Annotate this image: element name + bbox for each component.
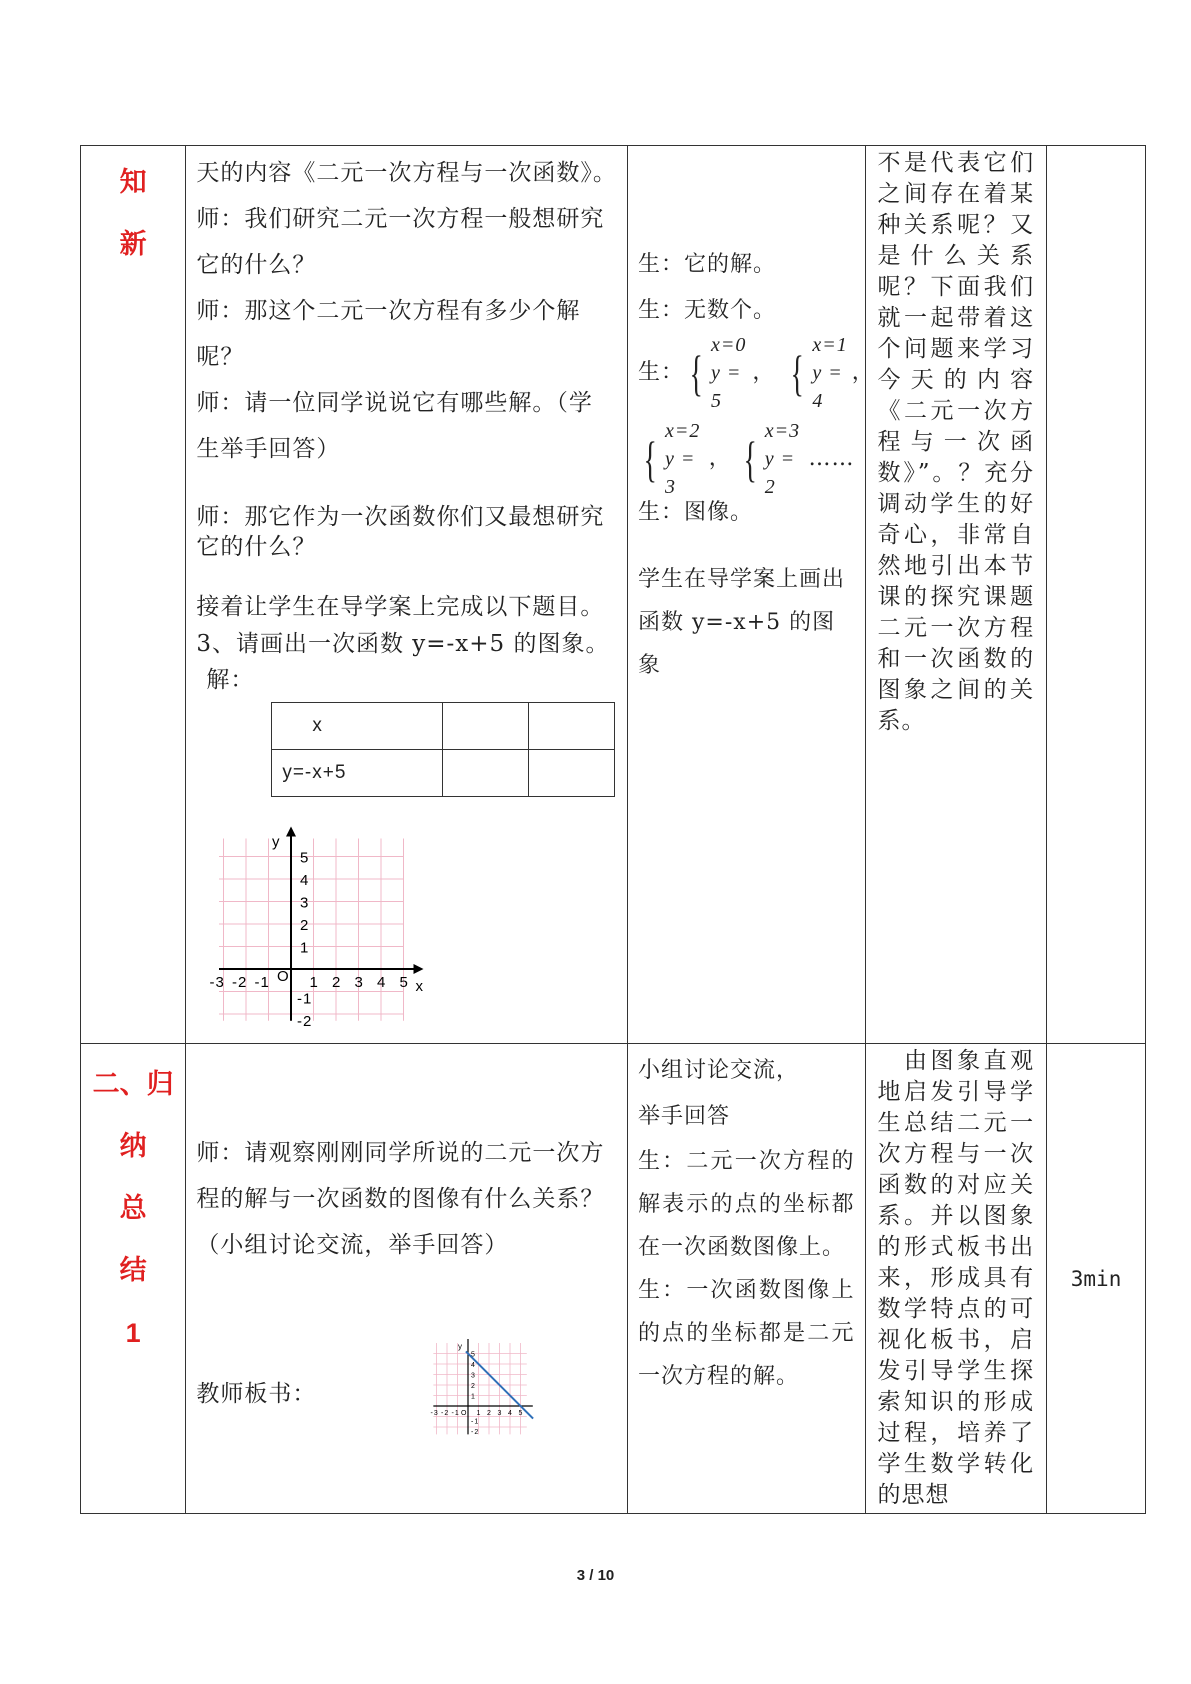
y-tick-label: -1 [297,990,313,1008]
text-line: 呢？ [196,344,245,370]
equation-system: { x=1 y = 4 [791,334,848,412]
y-axis-arrow [286,827,296,837]
coordinate-grid [209,819,451,1039]
x-tick-label: -1 [451,1410,461,1417]
x-tick-label: -2 [441,1410,450,1417]
time-cell-2: 3min [1047,1044,1146,1514]
x-tick-label: O [461,1410,468,1417]
x-axis-arrow [414,964,424,974]
value-table-cell [443,703,529,750]
y-tick-label: 3 [471,1372,477,1380]
student-answer: 生：图像。 [638,500,754,525]
board-area [196,1268,617,1438]
separator: ， [752,360,776,385]
text-line: 它的什么？ [196,534,317,560]
text-line: 师：请一位同学说说它有哪些解。（学 [196,390,593,416]
separator: ， [708,446,732,471]
stage-char: 总 [119,1193,147,1224]
answer-label: 解： [206,667,255,693]
text-line: 师：我们研究二元一次方程一般想研究 [196,206,605,232]
student-answer: 生：它的解。 [638,252,777,277]
stage-char: 知 [119,167,147,198]
y-tick-label: -2 [297,1013,313,1030]
x-axis-label: x [415,978,425,995]
y-tick-label: 4 [471,1362,477,1369]
y-tick-label: 5 [471,1351,477,1359]
stage-char: 1 [125,1318,141,1348]
x-tick-label: 1 [476,1410,482,1417]
value-table [271,702,615,797]
equation-system: { x=2 y = 3 [643,420,701,498]
y-tick-label: 2 [300,917,310,934]
stage-char: 结 [119,1255,147,1286]
value-table-x-label: x [272,703,443,750]
x-tick-label: 4 [377,974,387,991]
x-tick-label: 2 [487,1410,493,1417]
student-text: 举手回答 [638,1104,731,1129]
text-line: 师：那它作为一次函数你们又最想研究 [196,504,605,530]
row-new-knowledge [81,146,1146,1044]
text-line: 它的什么？ [196,252,317,278]
y-tick-label: 1 [471,1393,477,1401]
x-tick-label: -3 [430,1410,440,1417]
y-tick-label: 1 [300,939,310,957]
y-tick-label: -1 [471,1418,480,1426]
value-table-cell [529,703,615,750]
stage-char: 纳 [119,1131,147,1162]
y-tick-label: 3 [300,894,310,912]
origin-label: O [277,968,290,985]
separator: ， [851,360,875,385]
teacher-activity-2 [186,1044,628,1514]
separator: …… [808,446,855,471]
text-line: （小组讨论交流，举手回答） [196,1232,509,1258]
x-tick-label: 2 [332,974,342,991]
value-table-cell [443,750,529,797]
design-intent-2 [865,1044,1047,1514]
text-line: 师：请观察刚刚同学所说的二元一次方 [196,1140,605,1166]
solutions-row-1 [638,334,875,412]
value-table-cell [529,750,615,797]
student-activity-1 [628,146,875,1044]
student-answer: 生：无数个。 [638,298,777,323]
x-tick-label: -3 [209,974,226,991]
text-line: 天的内容《二元一次方程与一次函数》。 [196,160,617,186]
design-intent-1 [865,146,1047,1044]
y-tick-label: 5 [300,849,310,867]
stage-char: 新 [119,229,147,260]
x-tick-label: -1 [254,974,271,991]
y-axis-label: y [458,1342,464,1351]
solutions-row-2 [638,420,855,498]
y-tick-label: -2 [471,1429,480,1436]
x-tick-label: 3 [354,974,365,991]
equation-system: { x=0 y = 5 [689,334,747,412]
board-label: 教师板书： [196,1381,317,1407]
lesson-plan-table [80,145,1146,1514]
text-line: 师：那这个二元一次方程有多少个解 [196,298,581,324]
intent-text: 不是代表它们之间存在着某种关系呢？又是什么关系呢？下面我们就一起带着这个问题来学习今天的内容《二元一次方程与一次函数》”。？充分调动学生的好奇心，非常自然地引出本节课的探究课题二元一次方程和一次函数的图象之间的关系。 [877,150,1035,734]
x-tick-label: 4 [508,1410,514,1417]
y-axis-label: y [272,833,281,851]
student-activity-2 [628,1044,866,1514]
x-tick-label: 1 [309,974,320,991]
student-answer: 学生在导学案上画出函数 y=-x+5 的图象 [638,567,846,678]
student-answer-prefix: 生： [638,360,685,385]
page-number: 3 / 10 [576,1567,615,1584]
intent-text: 由图象直观地启发引导学生总结二元一次方程与一次函数的对应关系。并以图象的形式板书出来，形成具有数学特点的可视化板书，启发引导学生探索知识的形成过程，培养了学生数学转化的思想 [877,1048,1035,1508]
student-text: 生：一次函数图像上的点的坐标都是二元一次方程的解。 [638,1278,855,1389]
x-tick-label: 5 [518,1410,524,1417]
x-tick-label: 5 [399,974,410,991]
stage-cell-2 [81,1044,186,1514]
board-graph [431,1333,547,1437]
text-line: 生举手回答） [196,436,341,462]
question-line: 3、请画出一次函数 y=-x+5 的图象。 [196,631,610,657]
y-tick-label: 4 [300,872,310,889]
student-text: 生：二元一次方程的解表示的点的坐标都在一次函数图像上。 [638,1149,855,1260]
y-tick-label: 2 [471,1383,477,1390]
stage-char: 二、归 [92,1069,174,1100]
value-table-y-label: y=-x+5 [272,750,443,797]
text-line: 程的解与一次函数的图像有什么关系？ [196,1186,605,1212]
text-line: 接着让学生在导学案上完成以下题目。 [196,594,605,620]
time-cell-1 [1047,146,1146,1044]
row-summary [81,1044,1146,1514]
student-text: 小组讨论交流， [638,1058,800,1083]
x-tick-label: -2 [232,974,248,991]
stage-cell-1 [81,146,186,1044]
x-tick-label: 3 [497,1410,503,1417]
equation-system: { x=3 y = 2 [743,420,801,498]
teacher-activity-1 [186,146,628,1044]
